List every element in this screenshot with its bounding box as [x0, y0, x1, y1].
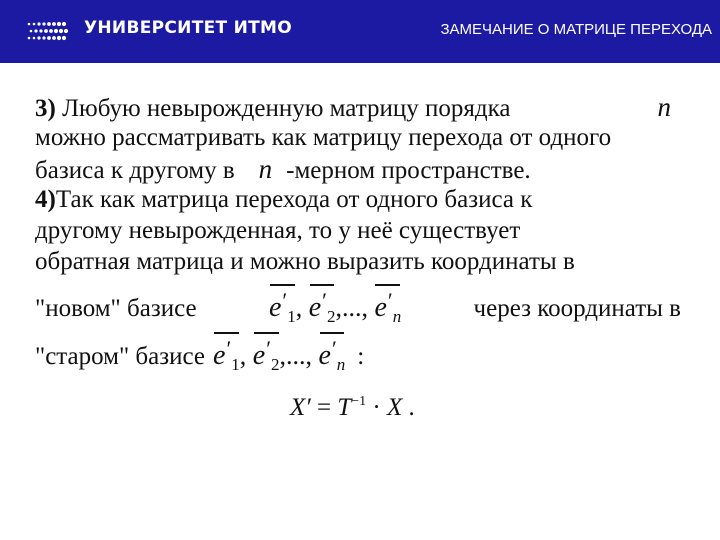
p4-line-2 — [35, 216, 681, 247]
p4-text-2: другому невырожденная, то у неё существует — [35, 217, 521, 244]
header-bar — [0, 0, 720, 63]
p4-line-4 — [35, 286, 681, 328]
itmo-logo-icon — [26, 20, 70, 42]
p3-text-3a: базиса к другому в — [35, 157, 235, 184]
p4-text-1: Так как матрица перехода от одного базиса к — [55, 186, 533, 213]
p4-text-3: обратная матрица и можно выразить координаты в — [35, 248, 575, 275]
math-n: n — [657, 92, 671, 122]
p3-text-2: можно рассматривать как матрицу перехода от одного — [35, 124, 612, 151]
p4-text-4a: "новом" базисе — [35, 295, 197, 322]
coordinate-formula: $X' = T^{-1} \cdot X$ . — [290, 394, 415, 421]
university-logo-text: УНИВЕРСИТЕТ ИТМО — [84, 18, 293, 38]
p4-text-5a: "старом" базисе — [35, 343, 205, 370]
p3-text-3b: -мерном пространстве. — [286, 157, 531, 184]
p3-text-1: Любую невырожденную матрицу порядка — [62, 95, 511, 122]
p4-text-5b: : — [357, 343, 365, 370]
item-number-4: 4) — [35, 186, 56, 213]
p4-line-5 — [35, 334, 681, 376]
slide-body — [35, 92, 681, 376]
math-n: n — [258, 154, 273, 184]
p3-line-2 — [35, 123, 681, 154]
item-number-3: 3) — [35, 95, 56, 122]
p4-line-1 — [35, 185, 681, 216]
new-basis-vectors: $e'_1$, $e'_2$,..., $e'_n$ — [269, 286, 401, 332]
slide-title: ЗАМЕЧАНИЕ О МАТРИЦЕ ПЕРЕХОДА — [440, 21, 712, 38]
p3-line-1 — [35, 92, 681, 123]
p4-text-4b: через координаты в — [473, 295, 681, 322]
old-basis-vectors: $e'_1$, $e'_2$,..., $e'_n$ — [213, 334, 345, 380]
p4-line-3 — [35, 247, 681, 278]
p3-line-3 — [35, 154, 681, 185]
